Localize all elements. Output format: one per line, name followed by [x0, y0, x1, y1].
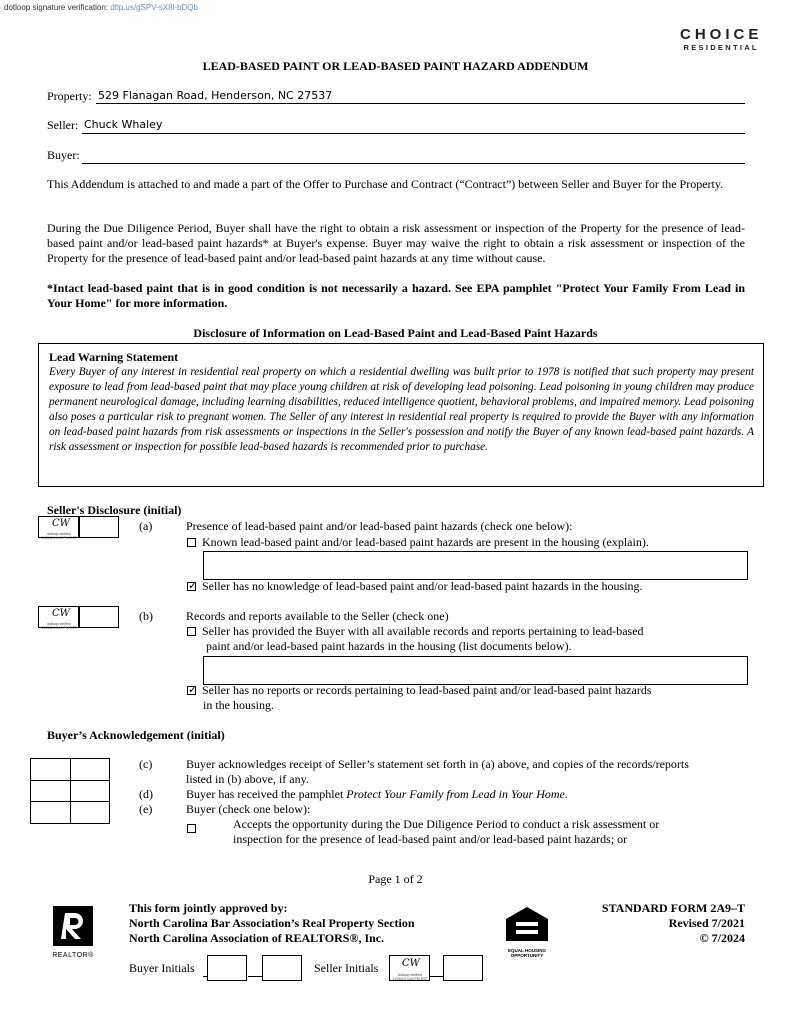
addendum-paragraph: This Addendum is attached to and made a part of the Offer to Purchase and Contract (“Contract”) between Seller and Buyer for the Property. [47, 177, 724, 191]
seller-initials-separator [430, 976, 443, 977]
form-id-block [560, 901, 745, 946]
checkbox-accepts-box[interactable] [187, 824, 196, 833]
buyer-ack-heading: Buyer’s Acknowledgement (initial) [47, 728, 225, 742]
realtor-logo [51, 905, 95, 959]
seller-initials-label: Seller Initials [314, 961, 379, 975]
equal-housing-icon [504, 905, 550, 943]
item-a-text: Presence of lead-based paint and/or lead-based paint hazards (check one below): [186, 519, 573, 533]
property-label: Property: [47, 89, 92, 103]
checkbox-no-knowledge[interactable] [187, 582, 196, 591]
buyer-initials-grid [30, 758, 110, 824]
checkbox-no-records[interactable] [187, 686, 196, 695]
seller-initials-box-b2[interactable] [79, 606, 119, 628]
footer-seller-initials: CW [402, 958, 420, 969]
approval-block [129, 901, 415, 946]
due-diligence-paragraph: During the Due Diligence Period, Buyer shall have the right to obtain a risk assessment or inspection of the Property for the presence of lead-based paint and/or lead-based paint hazards* at Buyer's expense. Buyer may waive the right to obtain a risk assessment or inspection of the Property for the presence of lead-based paint and/or lead-based paint hazards at any time without cause. [47, 221, 745, 265]
page-title: LEAD-BASED PAINT OR LEAD-BASED PAINT HAZARD ADDENDUM [202, 59, 589, 73]
lead-warning-body: Every Buyer of any interest in residential real property on which a residential dwelling was built prior to 1978 is notified that such property may present exposure to lead from lead-based paint that may place young children at risk of developing lead poisoning. Lead poisoning in young children may produce permanent neurological damage, including learning disabilities, reduced intelligence quotient, behavioral problems, and impaired memory. Lead poisoning also poses a particular risk to pregnant women. The Seller of any interest in residential real property is required to provide the Buyer with any information on lead-based paint hazards from risk assessments or inspections in the Seller's possession and notify the Buyer of any known lead-based paint hazards. A risk assessment or inspection for possible lead-based hazards is recommended prior to purchase. [49, 366, 754, 453]
form-revised: Revised 7/2021 [668, 916, 745, 930]
approval-line-2: North Carolina Bar Association’s Real Property Section [129, 916, 415, 930]
seller-initials-box-b[interactable] [38, 606, 79, 628]
buyer-label: Buyer: [47, 148, 80, 162]
seller-initials-box-a2[interactable] [79, 516, 119, 538]
checkbox-records-provided[interactable] [187, 627, 196, 636]
documents-list-field[interactable] [203, 656, 748, 685]
seller-disclosure-heading: Seller's Disclosure (initial) [47, 503, 182, 517]
disclosure-heading: Disclosure of Information on Lead-Based Paint and Lead-Based Paint Hazards [193, 326, 598, 340]
checkbox-known-lead[interactable] [187, 538, 196, 547]
item-e-text: Buyer (check one below): [186, 802, 311, 816]
form-copyright: © 7/2024 [699, 931, 745, 945]
item-a-option-no-knowledge[interactable]: ✓Seller has no knowledge of lead-based paint and/or lead-based paint hazards in the housing. [187, 579, 643, 594]
dotloop-verification [4, 3, 198, 12]
footer-buyer-initials-box-1[interactable] [207, 955, 247, 981]
footer-dotloop-stamp: dotloop verified 11/26/24 4:40 PM EST [392, 973, 428, 981]
buyer-initials-box-d2[interactable] [70, 780, 110, 802]
property-field[interactable]: 529 Flanagan Road, Henderson, NC 27537 [98, 89, 333, 102]
form-name: STANDARD FORM 2A9–T [601, 901, 745, 915]
verification-label: dotloop signature verification: [4, 3, 109, 12]
seller-label: Seller: [47, 118, 79, 132]
realtor-logo-text: REALTOR® [52, 952, 94, 959]
item-d-letter: (d) [139, 787, 153, 801]
buyer-initials-box-c1[interactable] [30, 758, 71, 781]
seller-initials-box-a[interactable] [38, 516, 79, 538]
item-c-text-line2: listed in (b) above, if any. [186, 772, 309, 786]
dotloop-stamp-a: dotloop verified 11/26/24 4:40 PM EST [41, 532, 77, 540]
property-underline [96, 103, 745, 104]
item-d-text: Buyer has received the pamphlet Protect Your Family from Lead in Your Home. [186, 787, 568, 801]
buyer-initials-box-e2[interactable] [70, 801, 110, 824]
footer-seller-initials-box-1[interactable] [389, 955, 430, 981]
logo-brand-bottom: RESIDENTIAL [683, 43, 759, 52]
explain-field[interactable] [203, 551, 748, 580]
choice-residential-logo [680, 26, 762, 52]
item-b-letter: (b) [139, 609, 153, 623]
logo-brand-top: CHOICE [680, 26, 763, 43]
item-a-option-known[interactable]: Known lead-based paint and/or lead-based paint hazards are present in the housing (explain). [187, 535, 649, 550]
epa-note: *Intact lead-based paint that is in good condition is not necessarily a hazard. See EPA pamphlet "Protect Your Family From Lead in Your Home" for more information. [47, 281, 745, 310]
item-c-letter: (c) [139, 757, 153, 771]
approval-line-3: North Carolina Association of REALTORS®, Inc. [129, 931, 385, 945]
footer-buyer-initials-box-2[interactable] [262, 955, 302, 981]
equal-housing-logo [503, 905, 551, 957]
seller-underline [82, 133, 745, 134]
approval-line-1: This form jointly approved by: [129, 901, 288, 915]
buyer-initials-box-d1[interactable] [30, 780, 71, 802]
checkbox-accepts-opportunity[interactable] [187, 819, 202, 837]
item-b-option-provided[interactable]: Seller has provided the Buyer with all available records and reports pertaining to lead-based [187, 624, 644, 639]
lead-warning-box [38, 343, 764, 487]
dotloop-stamp-b: dotloop verified 11/26/24 4:40 PM EST [41, 622, 77, 630]
item-b-option-no-records[interactable]: ✓Seller has no reports or records pertaining to lead-based paint and/or lead-based paint hazards [187, 683, 652, 698]
buyer-initials-label: Buyer Initials [129, 961, 195, 975]
buyer-initials-separator [248, 976, 262, 977]
item-b-text: Records and reports available to the Seller (check one) [186, 609, 449, 623]
buyer-underline [82, 163, 745, 164]
item-e-option-accepts-line2: inspection for the presence of lead-based paint and/or lead-based paint hazards; or [233, 832, 628, 846]
item-b-option-provided-line2: paint and/or lead-based paint hazards in the housing (list documents below). [206, 639, 572, 653]
realtor-r-icon [51, 905, 95, 947]
item-e-option-accepts: Accepts the opportunity during the Due Diligence Period to conduct a risk assessment or [233, 817, 660, 831]
verification-link[interactable]: dtlp.us/gSPV-sX8l-bDQb [110, 3, 198, 12]
equal-housing-text: EQUAL HOUSING OPPORTUNITY [508, 948, 546, 958]
seller-initials-a: CW [52, 518, 70, 529]
item-e-letter: (e) [139, 802, 153, 816]
buyer-initials-box-c2[interactable] [70, 758, 110, 781]
seller-field[interactable]: Chuck Whaley [84, 118, 163, 131]
item-a-letter: (a) [139, 519, 153, 533]
seller-initials-b: CW [52, 608, 70, 619]
buyer-initials-box-e1[interactable] [30, 801, 71, 824]
item-c-text: Buyer acknowledges receipt of Seller’s statement set forth in (a) above, and copies of the records/reports [186, 757, 689, 771]
page-number: Page 1 of 2 [368, 872, 423, 886]
item-b-option-no-records-line2: in the housing. [203, 698, 274, 712]
lead-warning-title: Lead Warning Statement [49, 350, 179, 364]
footer-seller-initials-box-2[interactable] [443, 955, 483, 981]
